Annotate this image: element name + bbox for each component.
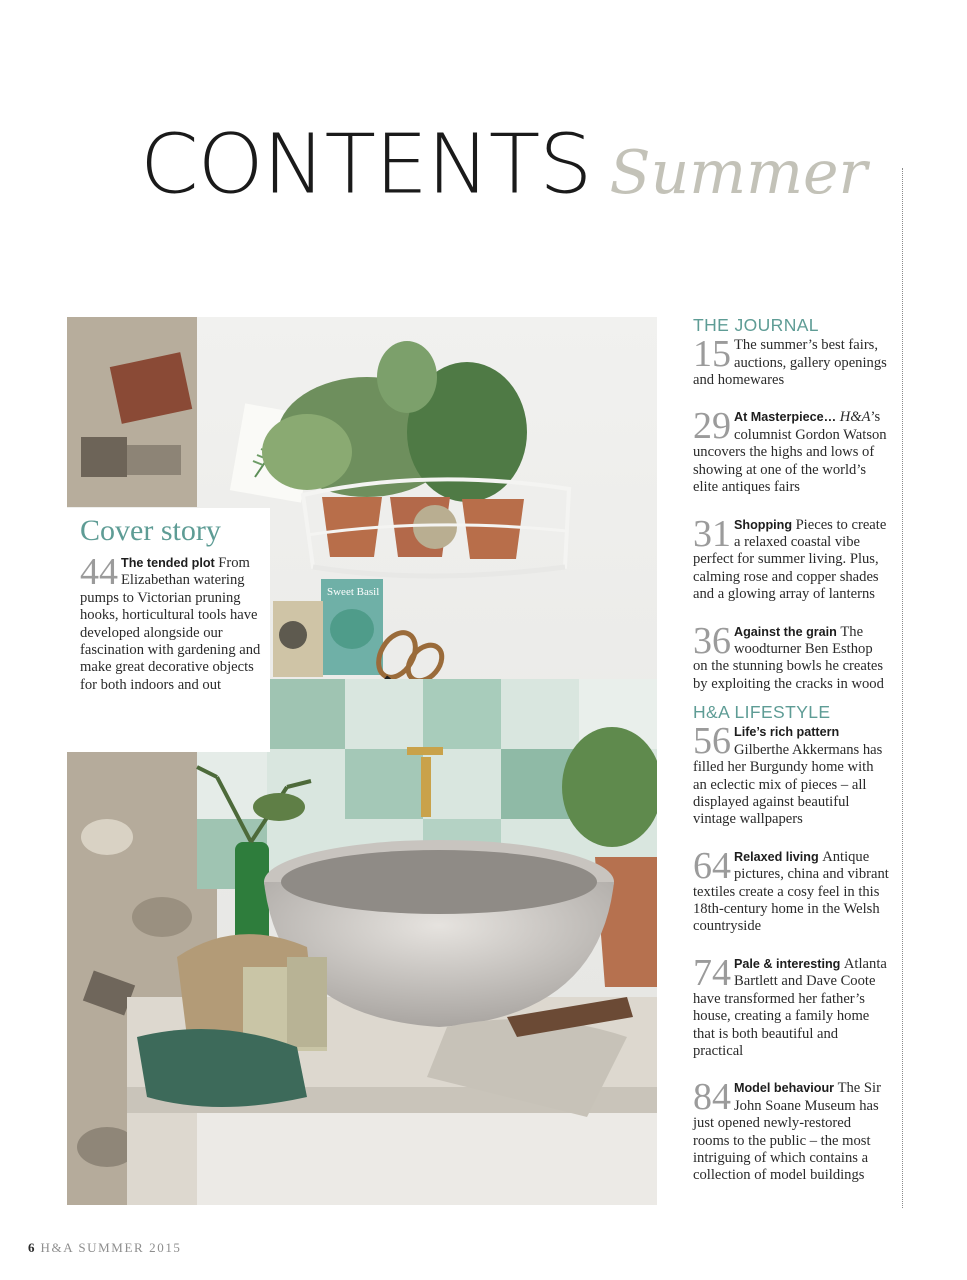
entry-heading: Pale & interesting xyxy=(734,956,844,971)
entry-heading: Shopping xyxy=(734,517,796,532)
cover-story-entry[interactable] xyxy=(80,551,270,694)
entry-text: Atlanta Bartlett and Dave Coote have transformed her father’s house, creating a family home that is both beautiful and practical xyxy=(693,955,887,1059)
entry-heading: Relaxed living xyxy=(734,849,823,864)
contents-entry-15[interactable] xyxy=(693,333,889,389)
entry-heading: Against the grain xyxy=(734,624,841,639)
page-number: 74 xyxy=(693,951,731,994)
page-number: 31 xyxy=(693,512,731,555)
entry-heading: At Masterpiece… xyxy=(734,410,840,425)
contents-entry-64[interactable] xyxy=(693,844,889,936)
page-number: 44 xyxy=(80,551,118,593)
contents-entry-74[interactable] xyxy=(693,951,889,1060)
contents-entry-36[interactable] xyxy=(693,619,889,694)
page-number: 29 xyxy=(693,405,731,448)
page-number: 15 xyxy=(693,333,731,376)
contents-entry-56[interactable] xyxy=(693,720,889,828)
sink-still-life-illustration xyxy=(67,317,657,1205)
contents-entry-84[interactable] xyxy=(693,1076,889,1184)
page-number: 64 xyxy=(693,844,731,887)
entry-heading: The tended plot xyxy=(121,556,219,570)
contents-entry-31[interactable] xyxy=(693,512,889,604)
page-title xyxy=(140,115,868,222)
entry-text: Gilberthe Akkermans has filled her Burgundy home with an eclectic mix of pieces – all displayed against beautiful vintage wallpapers xyxy=(693,741,883,828)
entry-text: Antique pictures, china and vibrant textiles create a cosy feel in this 18th-century home in the Welsh countryside xyxy=(693,848,889,935)
seed-packet-label: Sweet Basil xyxy=(327,586,380,598)
entry-heading: Model behaviour xyxy=(734,1081,838,1096)
dotted-divider xyxy=(902,168,903,1208)
magazine-issue: H&A SUMMER 2015 xyxy=(40,1240,182,1255)
contents-entry-29[interactable] xyxy=(693,405,889,496)
section-title-journal: THE JOURNAL xyxy=(693,315,819,335)
entry-text: ’s columnist Gordon Watson uncovers the highs and lows of showing at one of the world’s elite antiques fairs xyxy=(693,409,887,496)
cover-story-title: Cover story xyxy=(80,514,221,547)
contents-column xyxy=(693,316,889,1205)
entry-text: The woodturner Ben Esthop on the stunning bowls he creates by exploiting the cracks in wood xyxy=(693,623,884,692)
season-heading: Summer xyxy=(609,138,868,208)
page-footer xyxy=(28,1240,182,1256)
contents-heading: CONTENTS xyxy=(140,115,592,213)
page-number: 36 xyxy=(693,619,731,662)
section-title-lifestyle: H&A LIFESTYLE xyxy=(693,702,831,723)
entry-text: The summer’s best fairs, auctions, gallery openings and homewares xyxy=(693,337,887,389)
cover-photo xyxy=(67,317,657,1205)
page-number: 84 xyxy=(693,1076,731,1119)
folio-number: 6 xyxy=(28,1240,35,1255)
entry-text: From Elizabethan watering pumps to Victorian pruning hooks, horticultural tools have developed alongside our fascination with gardening and make great decorative objects for both indoors and out xyxy=(80,555,261,693)
entry-text: The Sir John Soane Museum has just opened newly-restored rooms to the public – the most intriguing of which contains a collection of model buildings xyxy=(693,1080,881,1184)
entry-heading: Life’s rich pattern xyxy=(734,725,840,740)
entry-text-italic: H&A xyxy=(839,409,871,426)
cover-story-box xyxy=(67,508,270,752)
page-number: 56 xyxy=(693,720,731,763)
entry-text: Pieces to create a relaxed coastal vibe perfect for summer living. Plus, calming rose and copper shades and a glowing array of lanterns xyxy=(693,516,887,603)
